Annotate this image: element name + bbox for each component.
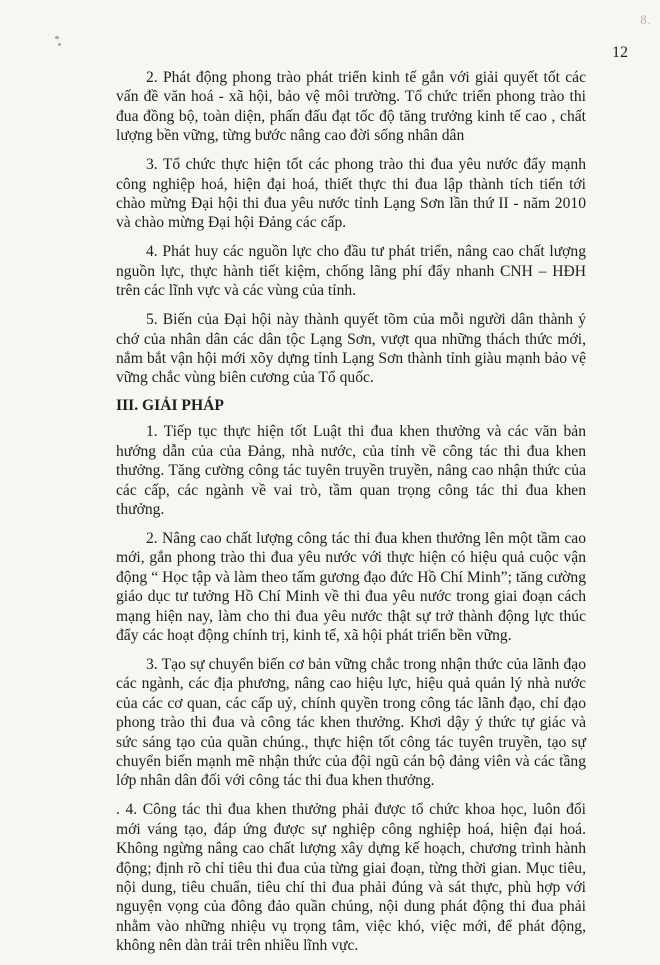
- paragraph-iii-2: 2. Nâng cao chất lượng công tác thi đua khen thưởng lên một tầm cao mới, gắn phong trào thi đua yêu nước với thực hiện có hiệu quả cuộc vận động “ Học tập và làm theo tấm gương đạo đức Hồ Chí Minh”; tăng cường giáo dục tư tưởng Hồ Chí Minh về thi đua yêu nước trong giai đoạn cách mạng hiện nay, làm cho thi đua yêu nước thật sự trở thành động lực thúc đẩy các hoạt động chính trị, kinh tế, xã hội phát triển bền vững.: [116, 529, 586, 644]
- scan-speck: [55, 36, 59, 39]
- paragraph-ii-2: 2. Phát động phong trào phát triển kinh tế gắn với giải quyết tốt các vấn đề văn hoá - xã hội, bảo vệ môi trường. Tổ chức triển phong trào thi đua đồng bộ, toàn diện, phấn đấu đạt tốc độ tăng trưởng kinh tế cao , chất lượng bền vững, từng bước nâng cao đời sống nhân dân: [116, 69, 586, 145]
- paragraph-iii-1: 1. Tiếp tục thực hiện tốt Luật thi đua khen thưởng và các văn bản hướng dẫn của của Đảng, nhà nước, của tỉnh về công tác thi đua khen thưởng. Tăng cường công tác tuyên truyền truyền, nâng cao nhận thức của các cấp, các ngành về vai trò, tầm quan trọng công tác thi đua khen thưởng.: [116, 423, 586, 518]
- paragraph-ii-3: 3. Tổ chức thực hiện tốt các phong trào thi đua yêu nước đẩy mạnh công nghiệp hoá, hiện đại hoá, thiết thực thi đua lập thành tích tiến tới chào mừng Đại hội thi đua yêu nước tỉnh Lạng Sơn lần thứ II - năm 2010 và chào mừng Đại hội Đảng các cấp.: [116, 156, 586, 232]
- paragraph-iii-4: . 4. Công tác thi đua khen thưởng phải được tổ chức khoa học, luôn đổi mới váng tạo, đáp ứng được sự nghiệp công nghiệp hoá, hiện đại hoá. Không ngừng nâng cao chất lượng xây dựng kế hoạch, chương trình hành động; định rõ chỉ tiêu thi đua của từng giai đoạn, từng thời gian. Mục tiêu, nội dung, tiêu chuẩn, tiêu chí thi đua phải đúng và sát thực, phù hợp với nguyện vọng của đông đảo quần chúng, nội dung phát động thi đua phải nhằm vào những nhiệu vụ trọng tâm, việc khó, việc mới, để phát động, không nên dàn trải trên nhiều lĩnh vực.: [116, 801, 586, 955]
- scan-speck: [58, 43, 61, 46]
- paragraph-iii-3: 3. Tạo sự chuyển biến cơ bản vững chắc trong nhận thức của lãnh đạo các ngành, các địa phương, nâng cao hiệu lực, hiệu quả quản lý nhà nước của các cơ quan, các cấp uỷ, chính quyền trong công tác lãnh đạo, chỉ đạo phong trào thi đua và công tác khen thưởng. Khơi dậy ý thức tự giác và sức sáng tạo của quần chúng., thực hiện tốt công tác tuyên truyền, tạo sự chuyển biến mạnh mẽ nhận thức của đội ngũ cán bộ đảng viên và các tầng lớp nhân dân đối với công tác thi đua khen thưởng.: [116, 655, 586, 790]
- page-number: 12: [612, 44, 628, 61]
- paragraph-ii-4: 4. Phát huy các nguồn lực cho đầu tư phát triển, nâng cao chất lượng nguồn lực, thực hành tiết kiệm, chống lãng phí đẩy nhanh CNH – HĐH trên các lĩnh vực và các vùng của tỉnh.: [116, 243, 586, 300]
- section-heading-giai-phap: III. GIẢI PHÁP: [116, 396, 224, 414]
- corner-handwritten-mark: 8.: [640, 12, 652, 27]
- document-body: [116, 68, 586, 965]
- paragraph-ii-5: 5. Biến của Đại hội này thành quyết tõm của mỗi người dân thành ý chớ của nhân dân các dân tộc Lạng Sơn, vượt qua những thách thức mới, nắm bắt vận hội mới xõy dựng tỉnh Lạng Sơn thành tỉnh giàu mạnh bảo vệ vững chắc vùng biên cương của Tổ quốc.: [116, 311, 586, 387]
